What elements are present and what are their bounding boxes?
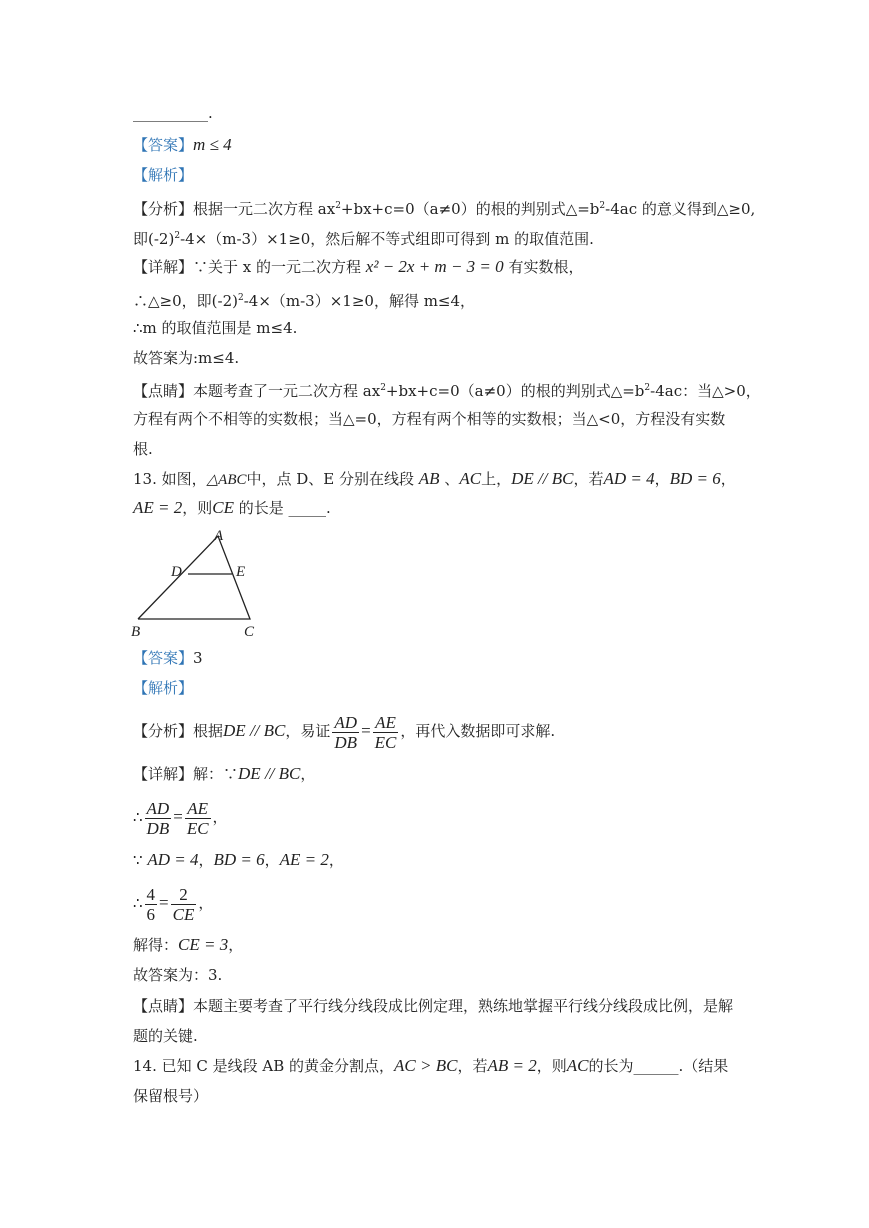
numerator: AE — [185, 799, 211, 819]
stem-text: 、 — [444, 470, 460, 488]
q12-xiangjie-line-1 — [133, 257, 583, 277]
denominator: DB — [334, 732, 358, 752]
xiangjie-text: -4×（m-3）×1≥0，解得 m≤4， — [243, 292, 476, 310]
dianjing-text: 本题考查了一元二次方程 ax — [193, 382, 381, 400]
fenxi-text: +bx+c=0（a≠0）的根的判别式△=b — [340, 200, 600, 218]
fraction-ad-db — [145, 799, 172, 838]
fraction-ad-db — [332, 713, 359, 752]
q13-fenxi-line — [133, 711, 555, 752]
q13-stem-line-2 — [133, 498, 331, 518]
numerator: 2 — [171, 885, 197, 905]
fenxi-tag: 【分析】 — [133, 722, 194, 740]
label-e: E — [236, 564, 246, 580]
answer-tag: 【答案】 — [133, 649, 194, 667]
superscript: 2 — [599, 201, 606, 211]
answer-tag: 【答案】 — [133, 136, 194, 154]
fenxi-tag: 【分析】 — [133, 200, 194, 218]
numerator: AD — [334, 712, 358, 732]
label-d: D — [171, 564, 182, 580]
stem-text: ，则 — [536, 1057, 567, 1075]
triangle-outline — [138, 536, 250, 619]
numerator: AD — [146, 798, 170, 818]
stem-text: ， — [654, 470, 670, 488]
comma: ， — [228, 936, 244, 954]
stem-text: 上， — [481, 470, 512, 488]
parallel-condition: DE // BC — [511, 469, 574, 488]
fenxi-text: 即(-2) — [133, 230, 175, 248]
dianjing-text: -4ac：当△>0， — [650, 382, 761, 400]
xiangjie-text: ∴△≥0，即(-2) — [133, 292, 238, 310]
quadratic-equation: x² − 2x + m − 3 = 0 — [365, 257, 504, 276]
segment-ac: AC — [566, 1056, 589, 1075]
q13-given-line — [133, 850, 344, 870]
q12-dianjing-line-2: 方程有两个不相等的实数根；当△=0，方程有两个相等的实数根；当△<0，方程没有实数 — [133, 410, 726, 428]
given-bd: BD = 6 — [213, 850, 265, 869]
triangle-figure — [128, 526, 268, 642]
answer-value: 3 — [193, 649, 203, 667]
fenxi-text: ，再代入数据即可求解. — [400, 722, 556, 740]
because-symbol: ∵ — [133, 851, 143, 869]
q13-proportion-line — [133, 797, 228, 838]
q12-answer-line — [133, 135, 232, 155]
triangle-abc: △ABC — [206, 472, 247, 488]
xiangjie-text: 有实数根， — [508, 258, 584, 276]
dianjing-text: 本题主要考查了平行线分线段成比例定理，熟练地掌握平行线分线段成比例，是解 — [193, 997, 734, 1015]
stem-text: 14. 已知 C 是线段 AB 的黄金分割点， — [133, 1057, 395, 1075]
given-ab: AB = 2 — [487, 1056, 537, 1075]
fraction-ae-ec — [185, 799, 211, 838]
stem-text: ， — [720, 470, 736, 488]
inequality-ac-bc: AC > BC — [394, 1056, 458, 1075]
superscript: 2 — [174, 231, 181, 241]
fenxi-text: -4×（m-3）×1≥0，然后解不等式组即可得到 m 的取值范围. — [180, 230, 594, 248]
parallel-condition: DE // BC — [238, 764, 301, 783]
stem-text: ，若 — [457, 1057, 488, 1075]
xiangjie-text: 解：∵ — [193, 765, 239, 783]
given-ad: AD = 4 — [603, 469, 655, 488]
q12-fenxi-line-2 — [133, 226, 594, 249]
q13-solve-line — [133, 935, 243, 955]
q13-final-line: 故答案为：3. — [133, 966, 223, 984]
superscript: 2 — [237, 293, 244, 303]
denominator: 6 — [146, 904, 156, 924]
answer-value: m ≤ 4 — [193, 135, 232, 154]
fenxi-text: 根据 — [193, 722, 224, 740]
stem-text: ，若 — [573, 470, 604, 488]
q12-xiangjie-line-3: ∴m 的取值范围是 m≤4. — [133, 319, 298, 337]
q12-dianjing-line-3: 根. — [133, 440, 153, 458]
fenxi-text: -4ac 的意义得到△≥0, — [605, 200, 756, 218]
analysis-tag: 【解析】 — [133, 166, 194, 184]
equals-sign: = — [361, 721, 371, 740]
segment-ac: AC — [459, 469, 482, 488]
q13-xiangjie-line-1 — [133, 764, 315, 784]
xiangjie-text: ∵关于 x 的一元二次方程 — [193, 258, 362, 276]
stem-text: ，则 — [182, 499, 213, 517]
given-ae: AE = 2 — [279, 850, 329, 869]
denominator: EC — [186, 818, 209, 838]
dianjing-tag: 【点睛】 — [133, 382, 194, 400]
q14-stem-line-1 — [133, 1056, 728, 1076]
q12-xiangjie-line-4: 故答案为:m≤4. — [133, 349, 240, 367]
q14-stem-line-2: 保留根号） — [133, 1087, 209, 1105]
denominator: DB — [146, 818, 170, 838]
given-ad: AD = 4 — [147, 850, 199, 869]
xiangjie-tag: 【详解】 — [133, 258, 194, 276]
comma: ， — [328, 851, 344, 869]
label-a: A — [214, 528, 224, 544]
dianjing-tag: 【点睛】 — [133, 997, 194, 1015]
q13-stem-line-1 — [133, 469, 736, 490]
parallel-condition: DE // BC — [223, 721, 286, 740]
numerator: AE — [373, 713, 399, 733]
q12-xiangjie-line-2 — [133, 288, 475, 311]
stem-text: 的长是 _____. — [238, 499, 331, 517]
given-bd: BD = 6 — [669, 469, 721, 488]
denominator: CE — [172, 904, 195, 924]
therefore-symbol: ∴ — [133, 894, 143, 912]
comma: ， — [198, 851, 214, 869]
label-b: B — [131, 624, 141, 640]
solve-text: 解得： — [133, 936, 179, 954]
fraction-4-6 — [145, 885, 158, 924]
dianjing-text: +bx+c=0（a≠0）的根的判别式△=b — [385, 382, 645, 400]
equals-sign: = — [173, 807, 183, 826]
xiangjie-tag: 【详解】 — [133, 765, 194, 783]
therefore-symbol: ∴ — [133, 808, 143, 826]
analysis-tag: 【解析】 — [133, 679, 194, 697]
comma: ， — [212, 808, 228, 826]
q12-dianjing-line-1 — [133, 378, 761, 401]
fenxi-text: 根据一元二次方程 ax — [193, 200, 336, 218]
superscript: 2 — [644, 383, 651, 393]
superscript: 2 — [335, 201, 341, 211]
segment-ce: CE — [212, 498, 234, 517]
xiangjie-text: ， — [300, 765, 316, 783]
q13-substitution-line — [133, 883, 213, 924]
ce-result: CE = 3 — [178, 935, 229, 954]
superscript: 2 — [380, 383, 386, 393]
given-ae: AE = 2 — [133, 498, 183, 517]
q13-dianjing-line-2: 题的关键. — [133, 1027, 198, 1045]
q12-fenxi-line-1 — [133, 196, 755, 219]
q13-dianjing-line-1 — [133, 996, 733, 1016]
stem-text: 中，点 D、E 分别在线段 — [246, 470, 415, 488]
comma: ， — [198, 894, 214, 912]
label-c: C — [244, 624, 255, 640]
fraction-ae-ec — [373, 713, 399, 752]
denominator: EC — [374, 732, 397, 752]
segment-ab: AB — [418, 469, 440, 488]
stem-text: 13. 如图， — [133, 470, 207, 488]
fraction-2-ce — [171, 885, 197, 924]
previous-answer-blank: __________. — [133, 104, 213, 122]
numerator: 4 — [146, 884, 156, 904]
stem-text: 的长为______.（结果 — [588, 1057, 729, 1075]
comma: ， — [264, 851, 280, 869]
fenxi-text: ，易证 — [285, 722, 331, 740]
equals-sign: = — [159, 893, 169, 912]
q13-answer-line — [133, 648, 203, 668]
